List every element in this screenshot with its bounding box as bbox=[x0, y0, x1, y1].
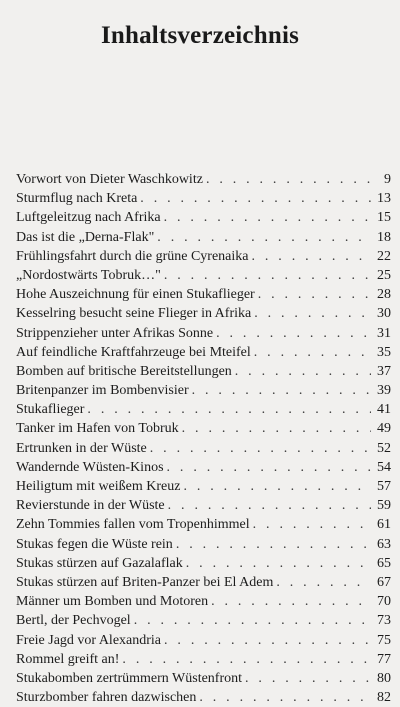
dot-leader bbox=[164, 266, 371, 285]
toc-entry bbox=[16, 400, 391, 419]
dot-leader bbox=[258, 285, 371, 304]
toc-entry-title: Stukas stürzen auf Briten-Panzer bei El Adem bbox=[16, 574, 274, 590]
toc-entry-title: Luftgeleitzug nach Afrika bbox=[16, 210, 161, 226]
toc-entry-title: Rommel greift an! bbox=[16, 651, 120, 667]
toc-entry-page-number: 75 bbox=[377, 632, 391, 648]
toc-entry bbox=[16, 208, 391, 227]
toc-entry bbox=[16, 669, 391, 688]
toc-entry-title: Tanker im Hafen von Tobruk bbox=[16, 421, 179, 437]
toc-entry bbox=[16, 247, 391, 266]
dot-leader bbox=[216, 324, 371, 343]
toc-entry bbox=[16, 515, 391, 534]
dot-leader bbox=[182, 419, 371, 438]
toc-entry bbox=[16, 266, 391, 285]
page-title: Inhaltsverzeichnis bbox=[100, 21, 300, 49]
dot-leader bbox=[199, 688, 371, 707]
dot-leader bbox=[176, 535, 371, 554]
toc-entry-title: Stukaflieger bbox=[16, 402, 85, 418]
toc-entry bbox=[16, 477, 391, 496]
toc-entry-title: Hohe Auszeichnung für einen Stukaflieger bbox=[16, 287, 255, 303]
toc-entry-page-number: 30 bbox=[377, 306, 391, 322]
toc-entry-page-number: 49 bbox=[377, 421, 391, 437]
toc-entry bbox=[16, 285, 391, 304]
toc-entry-page-number: 52 bbox=[377, 440, 391, 456]
toc-entry-title: Das ist die „Derna-Flak" bbox=[16, 229, 155, 245]
toc-entry-page-number: 37 bbox=[377, 363, 391, 379]
toc-entry-title: Frühlingsfahrt durch die grüne Cyrenaika bbox=[16, 248, 249, 264]
dot-leader bbox=[167, 458, 371, 477]
toc-entry-title: Auf feindliche Kraftfahrzeuge bei Mteifel bbox=[16, 344, 251, 360]
dot-leader bbox=[164, 631, 371, 650]
toc-entry-page-number: 9 bbox=[384, 172, 391, 187]
toc-entry-page-number: 54 bbox=[377, 459, 391, 475]
dot-leader bbox=[235, 362, 371, 381]
dot-leader bbox=[206, 170, 371, 189]
toc-entry bbox=[16, 419, 391, 438]
dot-leader bbox=[254, 343, 371, 362]
toc-entry-page-number: 18 bbox=[377, 229, 391, 245]
toc-entry-title: Revierstunde in der Wüste bbox=[16, 498, 165, 514]
toc-entry-page-number: 28 bbox=[377, 287, 391, 303]
dot-leader bbox=[140, 189, 371, 208]
toc-entry-title: Heiligtum mit weißem Kreuz bbox=[16, 479, 181, 494]
toc-entry-title: Freie Jagd vor Alexandria bbox=[16, 632, 162, 648]
toc-entry-page-number: 15 bbox=[377, 210, 391, 226]
dot-leader bbox=[245, 669, 371, 688]
toc-entry bbox=[16, 458, 391, 477]
toc-entry bbox=[16, 535, 391, 554]
toc-entry bbox=[16, 554, 391, 573]
dot-leader bbox=[183, 477, 371, 496]
toc-entry-title: Britenpanzer im Bombenvisier bbox=[16, 383, 189, 399]
toc-entry-title: Wandernde Wüsten-Kinos bbox=[16, 459, 164, 475]
toc-entry-page-number: 67 bbox=[377, 574, 391, 590]
toc-entry-page-number: 25 bbox=[377, 267, 391, 283]
toc-entry-title: Bomben auf britische Bereitstellungen bbox=[16, 363, 232, 379]
dot-leader bbox=[186, 554, 371, 573]
toc-entry-title: Strippenzieher unter Afrikas Sonne bbox=[16, 325, 214, 341]
dot-leader bbox=[211, 592, 371, 611]
toc-entry bbox=[16, 592, 391, 611]
dot-leader bbox=[253, 515, 371, 534]
toc-entry bbox=[16, 439, 391, 458]
toc-entry bbox=[16, 170, 391, 189]
toc-entry-page-number: 70 bbox=[377, 594, 391, 610]
toc-entry bbox=[16, 362, 391, 381]
dot-leader bbox=[87, 400, 371, 419]
toc-entry bbox=[16, 496, 391, 515]
dot-leader bbox=[164, 208, 371, 227]
toc-entry-page-number: 73 bbox=[377, 613, 391, 629]
toc-entry-page-number: 22 bbox=[377, 248, 391, 264]
toc-entry-page-number: 57 bbox=[377, 479, 391, 494]
toc-entry-page-number: 41 bbox=[377, 402, 391, 418]
toc-entry bbox=[16, 650, 391, 669]
toc-entry-title: „Nordostwärts Tobruk…" bbox=[16, 267, 161, 283]
toc-entry-page-number: 35 bbox=[377, 344, 391, 360]
dot-leader bbox=[192, 381, 371, 400]
toc-entry-page-number: 13 bbox=[377, 191, 391, 207]
toc-entry bbox=[16, 573, 391, 592]
toc-entry-title: Kesselring besucht seine Flieger in Afrika bbox=[16, 306, 252, 322]
toc-entry-title: Ertrunken in der Wüste bbox=[16, 440, 147, 456]
toc-entry-page-number: 82 bbox=[377, 690, 391, 706]
table-of-contents bbox=[16, 170, 391, 707]
toc-entry-page-number: 65 bbox=[377, 555, 391, 571]
toc-entry-title: Stukas stürzen auf Gazalaflak bbox=[16, 555, 183, 571]
toc-entry-page-number: 39 bbox=[377, 383, 391, 399]
dot-leader bbox=[134, 611, 371, 630]
toc-entry bbox=[16, 304, 391, 323]
toc-entry bbox=[16, 343, 391, 362]
toc-entry-title: Zehn Tommies fallen vom Tropenhimmel bbox=[16, 517, 250, 533]
toc-entry bbox=[16, 631, 391, 650]
toc-entry-page-number: 31 bbox=[377, 325, 391, 341]
toc-entry-title: Männer um Bomben und Motoren bbox=[16, 594, 209, 610]
dot-leader bbox=[168, 496, 371, 515]
toc-entry-title: Sturmflug nach Kreta bbox=[16, 191, 138, 207]
toc-entry bbox=[16, 189, 391, 208]
toc-entry-title: Bertl, der Pechvogel bbox=[16, 613, 131, 629]
toc-entry-title: Vorwort von Dieter Waschkowitz bbox=[16, 172, 203, 187]
toc-entry-title: Sturzbomber fahren dazwischen bbox=[16, 690, 197, 706]
toc-entry-page-number: 80 bbox=[377, 670, 391, 686]
dot-leader bbox=[276, 573, 371, 592]
dot-leader bbox=[157, 228, 371, 247]
toc-entry bbox=[16, 228, 391, 247]
toc-entry bbox=[16, 611, 391, 630]
dot-leader bbox=[254, 304, 371, 323]
toc-entry bbox=[16, 324, 391, 343]
toc-entry-title: Stukas fegen die Wüste rein bbox=[16, 536, 173, 552]
toc-entry-title: Stukabomben zertrümmern Wüstenfront bbox=[16, 670, 243, 686]
toc-entry bbox=[16, 381, 391, 400]
dot-leader bbox=[122, 650, 371, 669]
toc-entry-page-number: 77 bbox=[377, 651, 391, 667]
toc-entry-page-number: 63 bbox=[377, 536, 391, 552]
dot-leader bbox=[150, 439, 371, 458]
toc-entry-page-number: 59 bbox=[377, 498, 391, 514]
toc-entry-page-number: 61 bbox=[377, 517, 391, 533]
toc-entry bbox=[16, 688, 391, 707]
dot-leader bbox=[252, 247, 372, 266]
